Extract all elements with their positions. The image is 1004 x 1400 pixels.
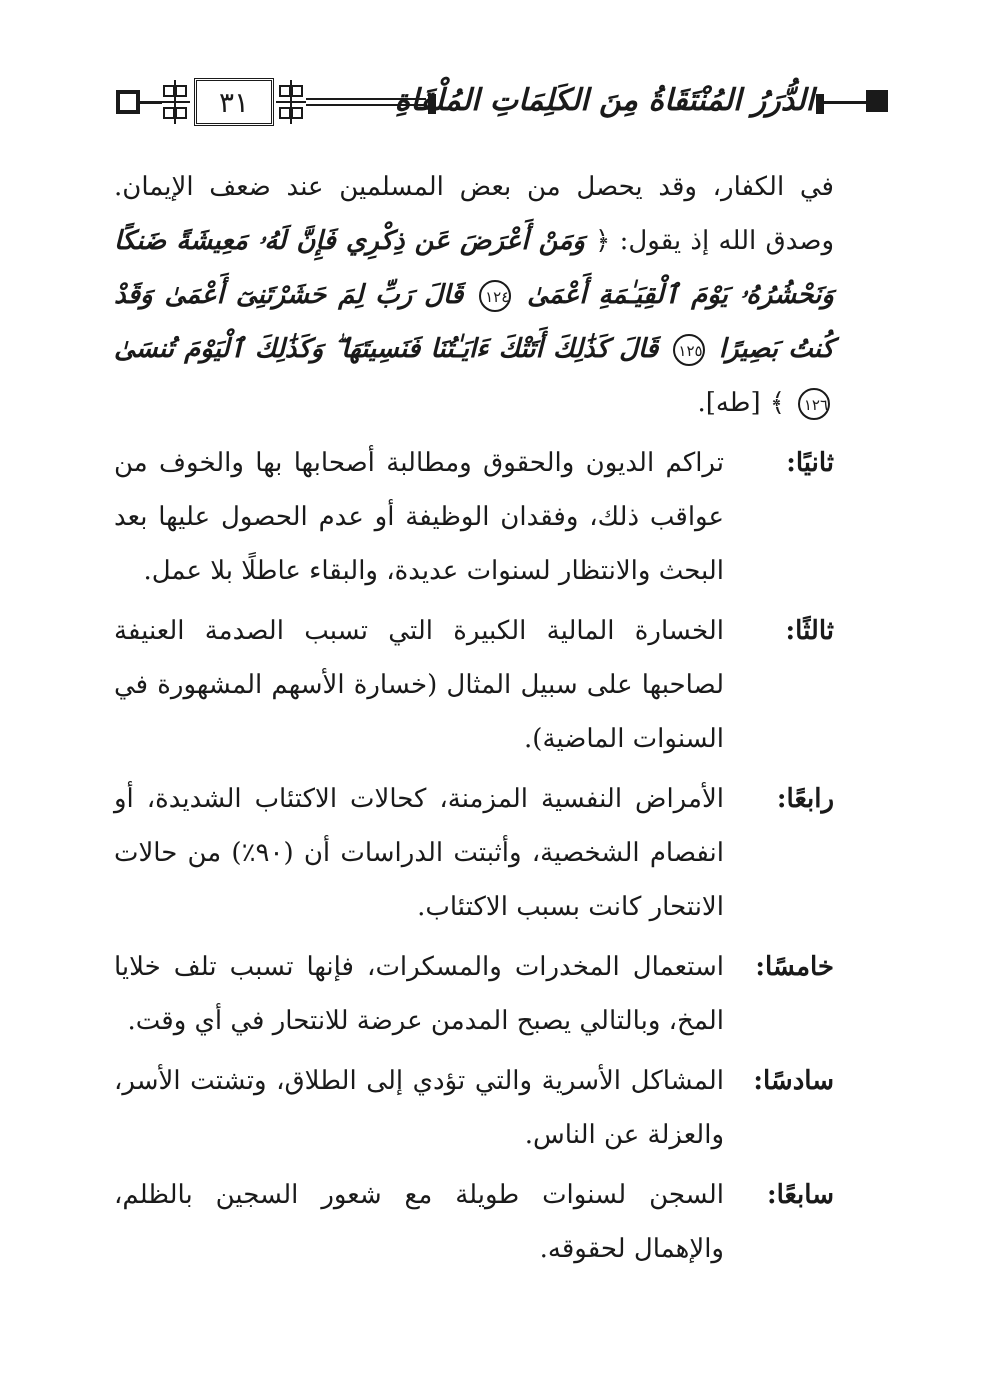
list-item [114,1054,834,1162]
intro-paragraph [114,160,834,430]
list-item-text: استعمال المخدرات والمسكرات، فإنها تسبب تلف خلايا المخ، وبالتالي يصبح المدمن عرضة للانتحار في أي وقت. [114,952,724,1036]
header-bar-ornament [816,94,824,114]
quran-bracket-close: ﴾ [769,388,785,418]
header-square-ornament [116,90,140,114]
intro-text: في الكفار، وقد يحصل من بعض المسلمين عند ضعف الإيمان. وصدق الله إذ يقول: [114,172,834,256]
list-item [114,940,834,1048]
verse-number: ١٢٤ [479,280,511,312]
knot-ornament-icon [160,80,190,124]
list-item-label: ثالثًا: [785,616,834,646]
verse-number: ١٢٥ [673,334,705,366]
header-rule [140,101,162,104]
quran-verse-text: قَالَ رَبِّ لِمَ حَشَرْتَنِىٓ أَعْمَىٰ وَقَدْ كُنتُ بَصِيرًا [114,280,834,364]
list-item-label: سابعًا: [766,1180,834,1210]
header-square-ornament [866,90,888,112]
list-item-label: سادسًا: [753,1066,834,1096]
list-item-text: الأمراض النفسية المزمنة، كحالات الاكتئاب الشديدة، أو انفصام الشخصية، وأثبتت الدراسات أن (٩٠٪) من حالات الانتحار كانت بسبب الاكتئاب. [114,784,724,922]
page-number: ٣١ [194,78,274,126]
list-item [114,1168,834,1276]
list-item-text: الخسارة المالية الكبيرة التي تسبب الصدمة العنيفة لصاحبها على سبيل المثال (خسارة الأسهم المشهورة في السنوات الماضية). [114,616,724,754]
list-item [114,772,834,934]
book-title: الدُّرَرُ المُنْتَقَاةُ مِنَ الكَلِمَاتِ المُلْقَاةِ [394,83,814,118]
list-item-text: المشاكل الأسرية والتي تؤدي إلى الطلاق، وتشتت الأسر، والعزلة عن الناس. [114,1066,724,1150]
list-item-label: خامسًا: [755,952,834,982]
quran-verse-text: وَمَنْ أَعْرَضَ عَن ذِكْرِي فَإِنَّ لَهُۥ مَعِيشَةً ضَنكًا وَنَحْشُرُهُۥ يَوْمَ ٱلْقِيَـٰمَةِ أَعْمَىٰ [114,226,834,310]
list-item-text: تراكم الديون والحقوق ومطالبة أصحابها بها والخوف من عواقب ذلك، وفقدان الوظيفة أو عدم الحصول عليها بعد البحث والانتظار لسنوات عديدة، والبقاء عاطلًا بلا عمل. [114,448,724,586]
quran-verse-text: قَالَ كَذَٰلِكَ أَتَتْكَ ءَايَـٰتُنَا فَنَسِيتَهَا ۖ وَكَذَٰلِكَ ٱلْيَوْمَ تُنسَىٰ [114,334,659,364]
list-item [114,436,834,598]
page-header [110,70,894,134]
list-item-label: رابعًا: [776,784,834,814]
knot-ornament-icon [276,80,306,124]
verse-number: ١٢٦ [798,388,830,420]
list-item-text: السجن لسنوات طويلة مع شعور السجين بالظلم، والإهمال لحقوقه. [114,1180,724,1264]
quran-bracket-open: ﴿ [595,226,611,256]
header-rule [824,101,866,104]
list-item-label: ثانيًا: [786,448,834,478]
page-body [114,160,834,1276]
surah-reference: [طه]. [697,388,761,418]
list-item [114,604,834,766]
